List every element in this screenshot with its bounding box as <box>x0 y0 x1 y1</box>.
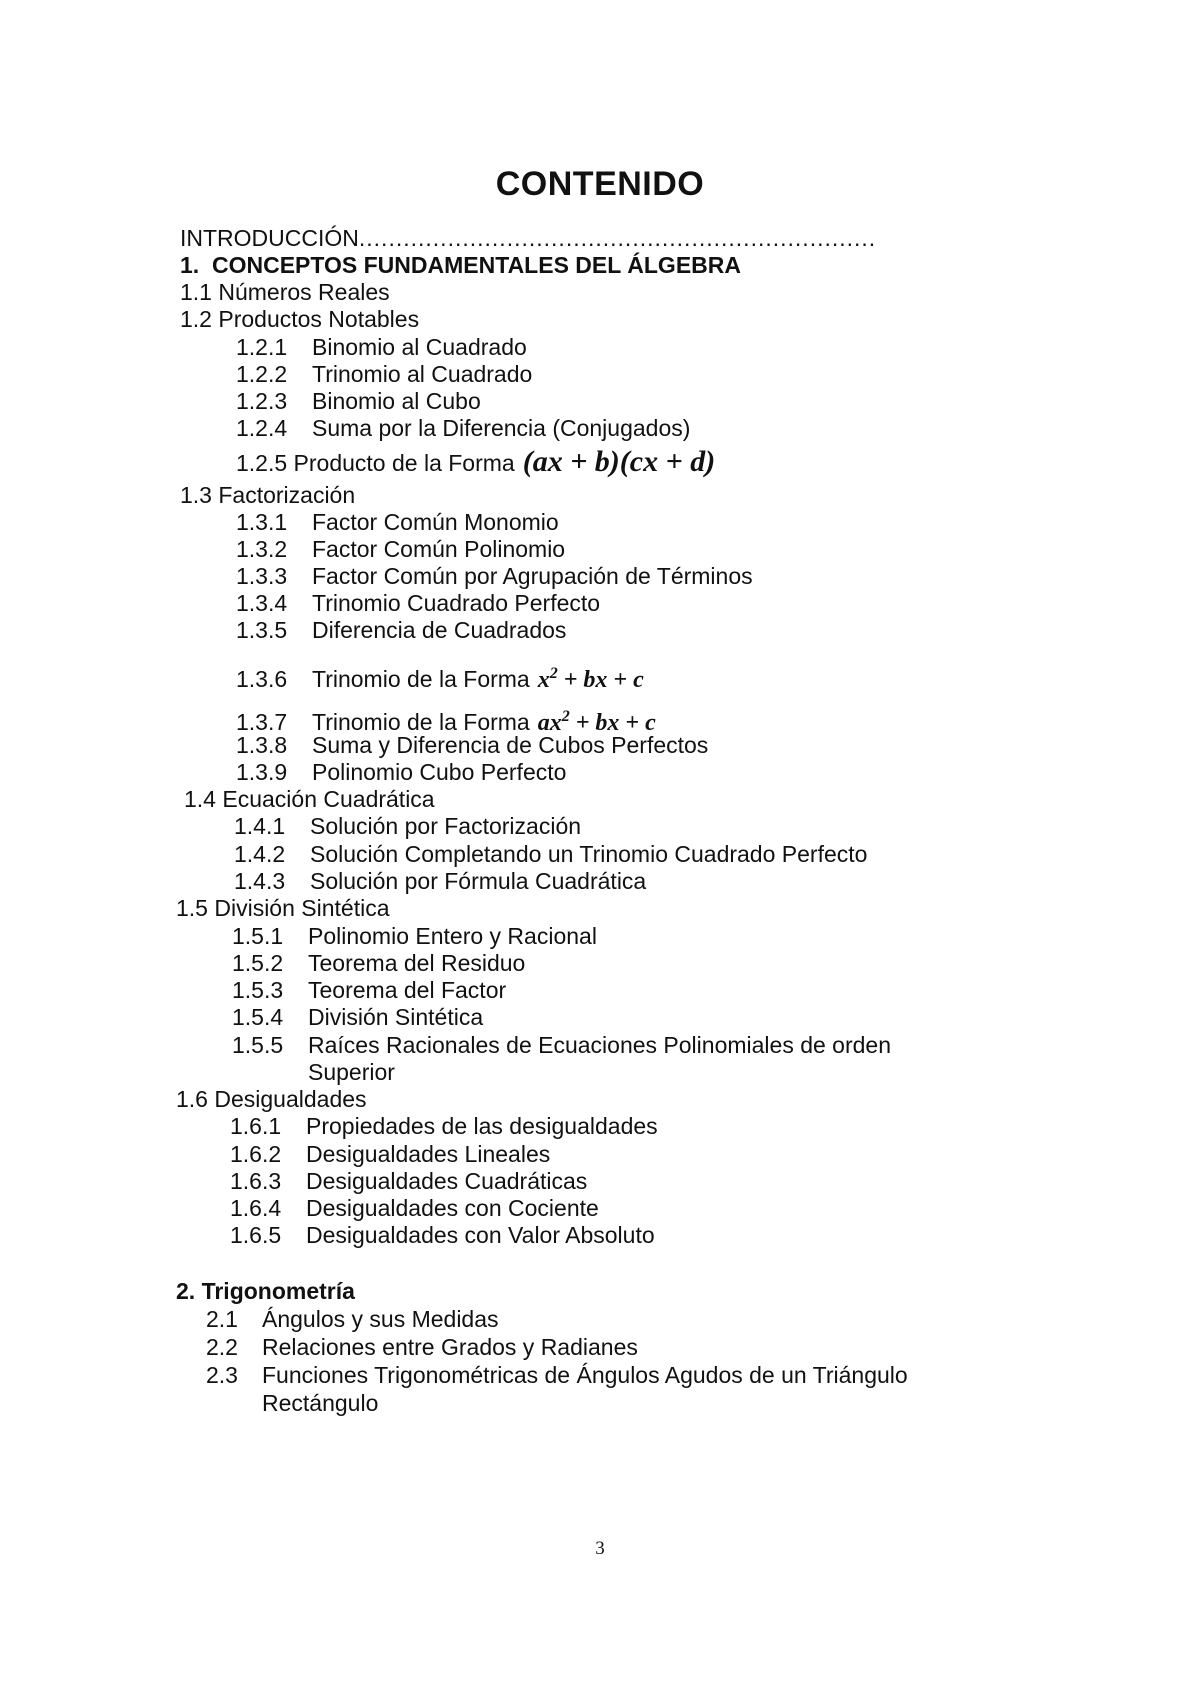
toc-item-label: Trinomio Cuadrado Perfecto <box>312 590 601 616</box>
toc-item-number: 1.3.3 <box>236 563 288 589</box>
toc-item <box>234 840 867 868</box>
toc-item-number: 1.5.4 <box>232 1004 284 1030</box>
toc-item-number: 1.3.9 <box>236 759 288 785</box>
formula-exponent: 2 <box>549 665 558 682</box>
toc-item-number: 1.6.2 <box>230 1141 282 1167</box>
toc-item-label: Raíces Racionales de Ecuaciones Polinomiales de orden <box>308 1032 892 1058</box>
toc-item-label: Ángulos y sus Medidas <box>262 1306 499 1332</box>
toc-item <box>230 1140 550 1168</box>
toc-item-label: Solución Completando un Trinomio Cuadrado Perfecto <box>310 841 868 867</box>
toc-item-label: Teorema del Factor <box>308 977 507 1003</box>
toc-item-label: Trinomio de la Forma <box>312 666 530 692</box>
toc-item-number: 1.3.2 <box>236 536 288 562</box>
toc-item-label: Desigualdades Cuadráticas <box>306 1168 588 1194</box>
toc-item <box>236 616 566 644</box>
toc-item-number: 1.4.1 <box>234 813 286 839</box>
toc-item <box>236 589 600 617</box>
toc-item <box>236 387 481 415</box>
toc-item-label: División Sintética <box>308 1004 484 1030</box>
toc-item-label: Propiedades de las desigualdades <box>306 1113 658 1139</box>
toc-item-number: 1.3.7 <box>236 709 288 735</box>
toc-item-number: 1.6.5 <box>230 1222 282 1248</box>
toc-item <box>230 1221 655 1249</box>
formula-rest: + bx + c <box>557 667 644 693</box>
toc-item-label: Desigualdades con Valor Absoluto <box>306 1222 655 1248</box>
toc-item-number: 1.5.1 <box>232 923 284 949</box>
toc-item <box>236 562 753 590</box>
toc-item-label: Trinomio al Cuadrado <box>312 361 533 387</box>
toc-item-label: Desigualdades Lineales <box>306 1141 551 1167</box>
toc-item-number: 1.3.1 <box>236 509 288 535</box>
toc-chapter-1-label: CONCEPTOS FUNDAMENTALES DEL ÁLGEBRA <box>211 252 741 278</box>
toc-chapter-1 <box>180 251 741 279</box>
toc-item <box>206 1305 499 1333</box>
toc-item-label: Suma por la Diferencia (Conjugados) <box>312 415 691 441</box>
toc-item-number: 1.2.4 <box>236 415 288 441</box>
page-title: CONTENIDO <box>495 165 705 203</box>
toc-item-number: 1.3.5 <box>236 617 288 643</box>
toc-item-number: 1.2.1 <box>236 334 288 360</box>
formula-base: x <box>537 667 550 693</box>
toc-item <box>236 508 559 536</box>
toc-item-label: Binomio al Cuadrado <box>312 334 527 360</box>
toc-item <box>206 1361 908 1389</box>
toc-section-1-4: 1.4 Ecuación Cuadrática <box>184 786 435 812</box>
toc-item-number: 2.1 <box>206 1306 238 1332</box>
toc-item-label: Diferencia de Cuadrados <box>312 617 567 643</box>
toc-item-label: Factor Común por Agrupación de Términos <box>312 563 753 589</box>
toc-item-number: 2.2 <box>206 1334 238 1360</box>
toc-item-number: 1.6.4 <box>230 1195 282 1221</box>
toc-item-label: Teorema del Residuo <box>308 950 526 976</box>
toc-item <box>232 1003 483 1031</box>
toc-leader-dots: ...................................................................... <box>358 225 877 251</box>
toc-item-continuation: Superior <box>308 1059 395 1085</box>
toc-item-label: Suma y Diferencia de Cubos Perfectos <box>312 732 709 758</box>
formula-trinomial-x2 <box>538 667 644 693</box>
toc-item-number: 1.6.3 <box>230 1168 282 1194</box>
toc-item <box>206 1333 638 1361</box>
toc-section-1-1: 1.1 Números Reales <box>180 279 390 305</box>
toc-item-number: 2.3 <box>206 1362 238 1388</box>
toc-item <box>236 360 532 388</box>
toc-item-label: Polinomio Cubo Perfecto <box>312 759 567 785</box>
toc-item <box>232 1031 891 1059</box>
toc-item-label: Relaciones entre Grados y Radianes <box>262 1334 638 1360</box>
toc-item-label: Trinomio de la Forma <box>312 709 530 735</box>
toc-item-label: Funciones Trigonométricas de Ángulos Agudos de un Triángulo <box>262 1362 908 1388</box>
toc-item-number: 1.5.2 <box>232 950 284 976</box>
toc-section-1-5: 1.5 División Sintética <box>176 895 390 921</box>
toc-item-number: 1.2.2 <box>236 361 288 387</box>
toc-section-1-3: 1.3 Factorización <box>180 482 356 508</box>
toc-chapter-1-number: 1. <box>180 252 200 278</box>
toc-item <box>232 949 525 977</box>
toc-item <box>236 731 708 759</box>
toc-item-number: 1.5.5 <box>232 1032 284 1058</box>
toc-item <box>232 922 597 950</box>
toc-item-number: 1.3.6 <box>236 666 288 692</box>
toc-item-number: 1.5.3 <box>232 977 284 1003</box>
toc-item <box>236 535 565 563</box>
toc-item-number: 1.4.2 <box>234 841 286 867</box>
toc-item-number: 1.4.3 <box>234 868 286 894</box>
toc-intro <box>180 224 876 252</box>
toc-item <box>230 1112 658 1140</box>
toc-section-1-2: 1.2 Productos Notables <box>180 306 420 332</box>
toc-item-number: 1.3.8 <box>236 732 288 758</box>
toc-chapter-2: 2. Trigonometría <box>176 1278 355 1304</box>
toc-item-label: Polinomio Entero y Racional <box>308 923 597 949</box>
toc-intro-label: INTRODUCCIÓN <box>180 225 359 251</box>
toc-item-label: Binomio al Cubo <box>312 388 481 414</box>
toc-item-label: Solución por Factorización <box>310 813 582 839</box>
toc-item <box>232 976 506 1004</box>
toc-item <box>236 414 690 442</box>
toc-section-1-6: 1.6 Desigualdades <box>176 1086 367 1112</box>
formula-exponent: 2 <box>561 708 570 725</box>
toc-item <box>236 758 566 786</box>
toc-item <box>230 1167 587 1195</box>
page-number: 3 <box>595 1538 605 1559</box>
toc-item-number: 1.3.4 <box>236 590 288 616</box>
formula-base: ax <box>537 710 562 736</box>
toc-item <box>236 660 644 694</box>
toc-item-label: Factor Común Polinomio <box>312 536 566 562</box>
toc-item <box>236 333 527 361</box>
toc-item <box>234 867 646 895</box>
toc-item-continuation: Rectángulo <box>262 1390 379 1416</box>
toc-item <box>230 1194 599 1222</box>
toc-item-1-2-5 <box>236 445 716 478</box>
toc-item-label: Solución por Fórmula Cuadrática <box>310 868 647 894</box>
toc-item-label: 1.2.5 Producto de la Forma <box>236 450 515 476</box>
formula-rest: + bx + c <box>569 710 656 736</box>
formula-product: (ax + b)(cx + d) <box>522 445 716 478</box>
toc-item <box>234 812 581 840</box>
toc-item-number: 1.2.3 <box>236 388 288 414</box>
toc-item-label: Factor Común Monomio <box>312 509 559 535</box>
toc-item-number: 1.6.1 <box>230 1113 282 1139</box>
toc-item-label: Desigualdades con Cociente <box>306 1195 599 1221</box>
